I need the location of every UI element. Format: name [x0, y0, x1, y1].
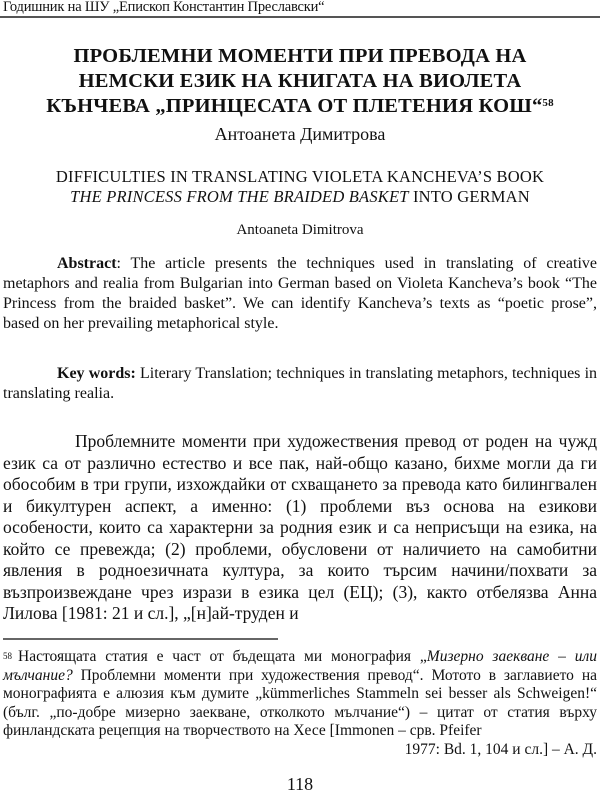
body-text: Проблемните моменти при художествения превод от роден на чужд език са от различно естество и все пак, най-общо казано, бихме могли да ги обособим в три групи, изхождайки от схващането за превода като билингвален и бикултурен аспект, а именно: (1) проблеми въз основа на езикови особености, които са характерни за родния език и са неприсъщи на езика, на който се превежда; (2) проблеми, обусловени от наличието на самобитни явления в родноезичната култура, за които търсим начини/похвати за възпроизвеждане чрез изрази в езика цел (ЕЦ); (3), както отбелязва Анна Лилова [1981: 21 и сл.], „[н]ай-труден и	[3, 431, 597, 623]
title-line	[0, 94, 600, 119]
footnote-reference[interactable]: 58	[542, 97, 554, 109]
english-title-line1: DIFFICULTIES IN TRANSLATING VIOLETA KANCHEVA’S BOOK	[55, 167, 545, 186]
keywords-label: Key words:	[57, 365, 136, 382]
body-paragraph	[3, 431, 597, 625]
title-line: НЕМСКИ ЕЗИК НА КНИГАТА НА ВИОЛЕТА	[78, 70, 522, 92]
keywords	[3, 364, 597, 404]
author-name-en: Antoaneta Dimitrova	[236, 222, 364, 238]
english-title-rest: INTO GERMAN	[408, 187, 530, 206]
footnote	[3, 648, 597, 759]
footnote-italic: Мизерно заекване – или мълчание?	[3, 648, 598, 684]
page-number: 118	[286, 774, 314, 794]
book-title-italic: THE PRINCESS FROM THE BRAIDED BASKET	[70, 187, 409, 206]
abstract-text: : The article presents the techniques used in translating of creative metaphors and realia from Bulgarian into German based on Violeta Kancheva’s book “The Princess from the braided basket”. We can identify Kancheva’s texts as “poetic prose”, based on her prevailing metaphorical style.	[3, 255, 597, 332]
article-title	[0, 44, 600, 119]
keywords-text: Literary Translation; techniques in translating metaphors, techniques in translating realia.	[3, 365, 598, 402]
english-title	[0, 167, 600, 207]
running-head: Годишник на ШУ „Епископ Константин Преславски“	[3, 0, 325, 15]
title-line: ПРОБЛЕМНИ МОМЕНТИ ПРИ ПРЕВОДА НА	[73, 45, 527, 67]
footnote-last-line: 1977: Bd. 1, 104 и сл.] – А. Д.	[404, 740, 597, 758]
title-line-text: КЪНЧЕВА „ПРИНЦЕСАТА ОТ ПЛЕТЕНИЯ КОШ“	[46, 95, 543, 117]
author-name-bg: Антоанета Димитрова	[214, 124, 386, 144]
abstract	[3, 254, 597, 334]
footnote-text-cont: Проблемни моменти при художествения превод“. Мотото в заглавието на монографията е алюзия към думите „kümmerliches Stammeln sei besser als Schweigen!“ (бълг. „по-добре мизерно заекване, отколкото мълчание“) – цитат от статия върху финландската рецепция на творчеството на Хесе [Immonen – срв. Pfeifer	[3, 666, 597, 739]
footnote-divider	[3, 638, 278, 640]
header-rule	[0, 16, 600, 18]
footnote-text: Настоящата статия е част от бъдещата ми монография „	[18, 648, 427, 665]
abstract-label: Abstract	[57, 255, 117, 272]
english-title-line2	[0, 187, 600, 207]
footnote-mark: 58	[3, 651, 12, 661]
